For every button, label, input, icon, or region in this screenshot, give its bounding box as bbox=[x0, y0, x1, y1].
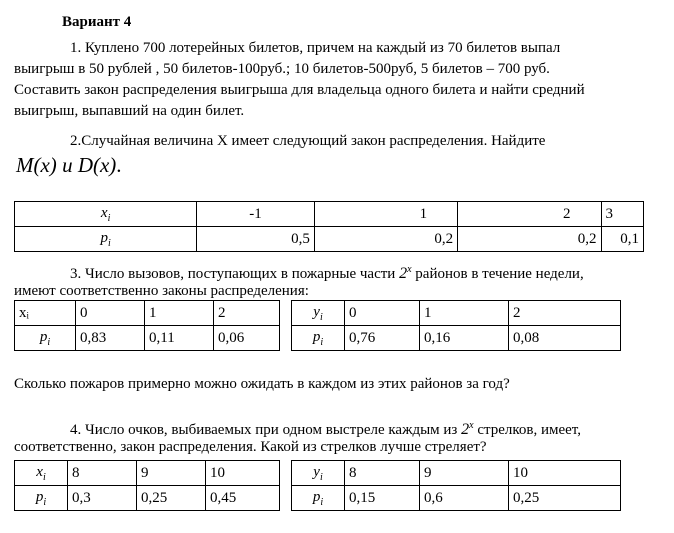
x-value: 3 bbox=[601, 202, 644, 227]
task2-distribution-table bbox=[14, 201, 644, 252]
y-value: 2 bbox=[509, 301, 621, 326]
row-label-p: $p_i$ bbox=[292, 326, 345, 351]
p-value: 0,25 bbox=[137, 486, 206, 511]
row-label-y: $y_i$ bbox=[292, 301, 345, 326]
p-value: 0,83 bbox=[76, 326, 145, 351]
task3-question: Сколько пожаров примерно можно ожидать в каждом из этих районов за год? bbox=[14, 376, 510, 392]
task2-formula bbox=[16, 153, 122, 177]
task4-table-left bbox=[14, 460, 280, 511]
x-value: 2 bbox=[458, 202, 601, 227]
row-label-p: $p_i$ bbox=[292, 486, 345, 511]
task4-line-2: соответственно, закон распределения. Какой из стрелков лучше стреляет? bbox=[14, 439, 487, 455]
task4-table-right bbox=[291, 460, 621, 511]
row-label-y: $y_i$ bbox=[292, 461, 345, 486]
task3-line-2: имеют соответственно законы распределения: bbox=[14, 283, 309, 299]
p-value: 0,2 bbox=[314, 227, 457, 252]
x-value: 10 bbox=[206, 461, 280, 486]
task3-table-right bbox=[291, 300, 621, 351]
p-value: 0,15 bbox=[345, 486, 420, 511]
formula-m: M(x) bbox=[16, 153, 57, 177]
x-value: 1 bbox=[145, 301, 214, 326]
x-value: 0 bbox=[76, 301, 145, 326]
row-label-p: $p_i$ bbox=[15, 486, 68, 511]
task3-table-left bbox=[14, 300, 280, 351]
x-value: -1 bbox=[197, 202, 315, 227]
table-row bbox=[15, 486, 280, 511]
table-row bbox=[15, 202, 644, 227]
table-row bbox=[15, 461, 280, 486]
y-value: 9 bbox=[420, 461, 509, 486]
row-label-p: $p_i$ bbox=[15, 227, 197, 252]
table-row bbox=[292, 326, 621, 351]
power-base: 2 bbox=[399, 265, 408, 282]
row-label-x: $x_i$ bbox=[15, 202, 197, 227]
table-row bbox=[292, 301, 621, 326]
power-base: 2 bbox=[461, 421, 470, 438]
p-value: 0,08 bbox=[509, 326, 621, 351]
formula-end: . bbox=[116, 153, 122, 177]
formula-and: и bbox=[62, 153, 73, 177]
p-value: 0,45 bbox=[206, 486, 280, 511]
p-value: 0,6 bbox=[420, 486, 509, 511]
table-row bbox=[15, 301, 280, 326]
power-exp: x bbox=[407, 264, 412, 275]
y-value: 1 bbox=[420, 301, 509, 326]
task1-line-2: выигрыш в 50 рублей , 50 билетов-100руб.; 10 билетов-500руб, 5 билетов – 700 руб. bbox=[14, 61, 550, 77]
task3-line-1: 3. Число вызовов, поступающих в пожарные части 2$^x$ районов в течение недели, bbox=[70, 264, 584, 282]
formula-d: D(x) bbox=[77, 153, 117, 177]
task1-line-1: 1. Куплено 700 лотерейных билетов, причем на каждый из 70 билетов выпал bbox=[70, 40, 561, 56]
x-value: 9 bbox=[137, 461, 206, 486]
row-label-p: $p_i$ bbox=[15, 326, 76, 351]
p-value: 0,11 bbox=[145, 326, 214, 351]
table-row bbox=[15, 227, 644, 252]
table-row bbox=[292, 461, 621, 486]
task1-line-4: выигрыш, выпавший на один билет. bbox=[14, 103, 245, 119]
y-value: 8 bbox=[345, 461, 420, 486]
p-value: 0,76 bbox=[345, 326, 420, 351]
page-title: Вариант 4 bbox=[62, 14, 132, 30]
p-value: 0,06 bbox=[214, 326, 280, 351]
table-row bbox=[292, 486, 621, 511]
x-value: 2 bbox=[214, 301, 280, 326]
p-value: 0,2 bbox=[458, 227, 601, 252]
x-value: 1 bbox=[314, 202, 457, 227]
power-exp: x bbox=[469, 420, 474, 431]
p-value: 0,16 bbox=[420, 326, 509, 351]
p-value: 0,25 bbox=[509, 486, 621, 511]
x-value: 8 bbox=[68, 461, 137, 486]
task2-text: 2.Случайная величина X имеет следующий закон распределения. Найдите bbox=[70, 133, 546, 149]
row-label-x: $x_i$ bbox=[15, 461, 68, 486]
table-row bbox=[15, 326, 280, 351]
task1-line-3: Составить закон распределения выигрыша для владельца одного билета и найти средний bbox=[14, 82, 585, 98]
y-value: 0 bbox=[345, 301, 420, 326]
p-value: 0,1 bbox=[601, 227, 644, 252]
p-value: 0,5 bbox=[197, 227, 315, 252]
task4-line-1: 4. Число очков, выбиваемых при одном выстреле каждым из 2$^x$ стрелков, имеет, bbox=[70, 420, 581, 438]
row-label-x: xᵢ bbox=[15, 301, 76, 326]
p-value: 0,3 bbox=[68, 486, 137, 511]
y-value: 10 bbox=[509, 461, 621, 486]
